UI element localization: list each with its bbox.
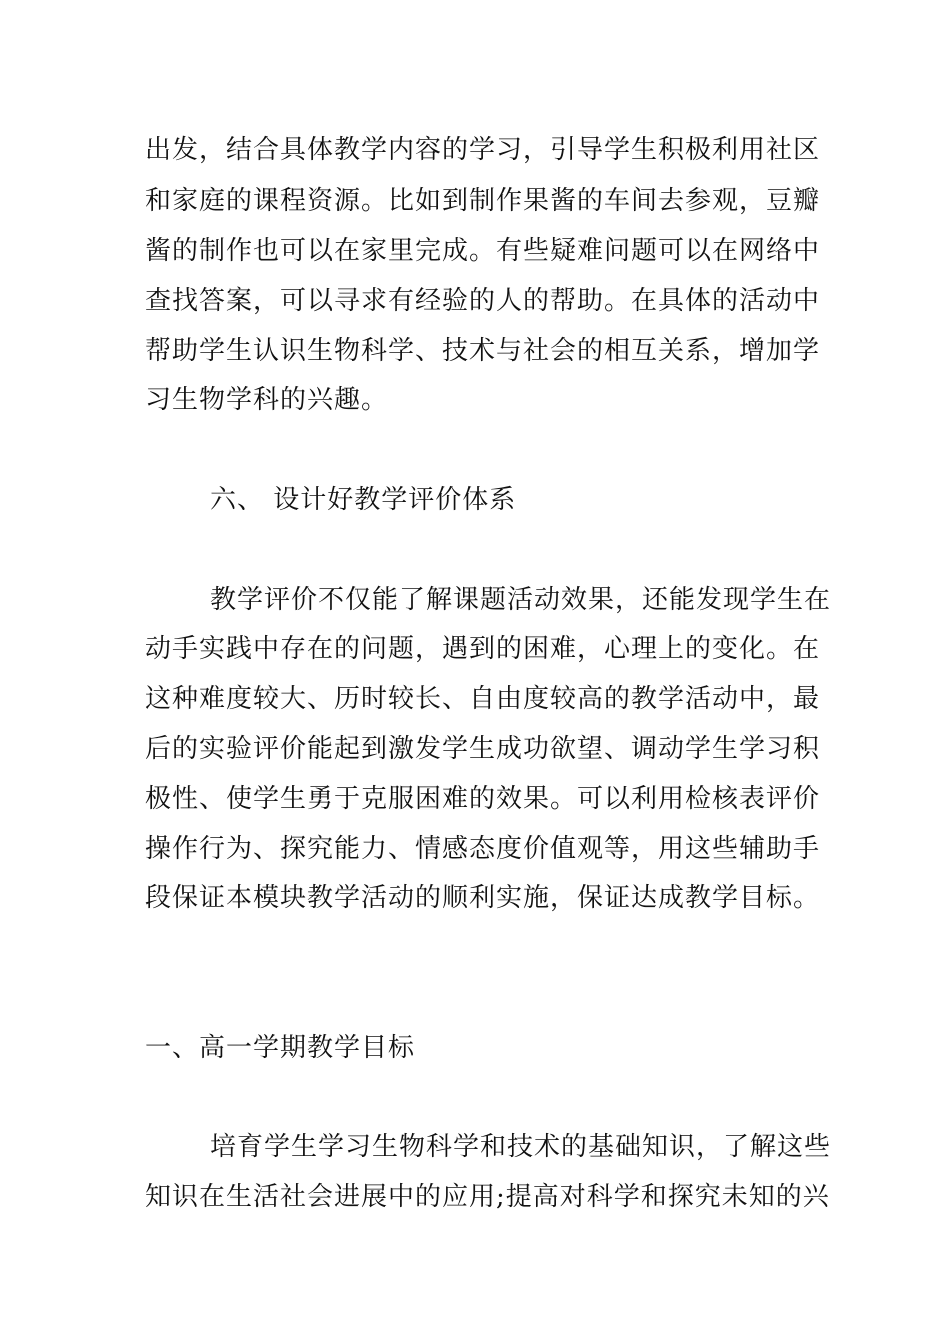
paragraph-1-line-2: 和家庭的课程资源。比如到制作果酱的车间去参观，豆瓣 [145, 186, 821, 216]
paragraph-1-line-4: 查找答案，可以寻求有经验的人的帮助。在具体的活动中 [145, 286, 821, 316]
paragraph-2-line-2: 动手实践中存在的问题，遇到的困难，心理上的变化。在 [145, 634, 821, 664]
paragraph-1-line-6: 习生物学科的兴趣。 [145, 385, 389, 415]
paragraph-2-line-1: 教学评价不仅能了解课题活动效果，还能发现学生在 [210, 585, 832, 615]
paragraph-3-line-2: 知识在生活社会进展中的应用;提高对科学和探究未知的兴 [145, 1182, 830, 1212]
paragraph-2-line-7: 段保证本模块教学活动的顺利实施，保证达成教学目标。 [145, 883, 821, 913]
paragraph-1-line-1: 出发，结合具体教学内容的学习，引导学生积极利用社区 [145, 135, 821, 165]
paragraph-1-line-3: 酱的制作也可以在家里完成。有些疑难问题可以在网络中 [145, 236, 821, 266]
paragraph-1-line-5: 帮助学生认识生物科学、技术与社会的相互关系，增加学 [145, 336, 821, 366]
paragraph-2-line-3: 这种难度较大、历时较长、自由度较高的教学活动中，最 [145, 684, 821, 714]
section-heading-1: 一、高一学期教学目标 [145, 1033, 416, 1063]
paragraph-2-line-6: 操作行为、探究能力、情感态度价值观等，用这些辅助手 [145, 834, 821, 864]
paragraph-3-line-1: 培育学生学习生物科学和技术的基础知识，了解这些 [210, 1132, 832, 1162]
paragraph-2-line-4: 后的实验评价能起到激发学生成功欲望、调动学生学习积 [145, 734, 821, 764]
section-heading-6: 六、 设计好教学评价体系 [210, 485, 517, 515]
paragraph-2-line-5: 极性、使学生勇于克服困难的效果。可以利用检核表评价 [145, 784, 821, 814]
